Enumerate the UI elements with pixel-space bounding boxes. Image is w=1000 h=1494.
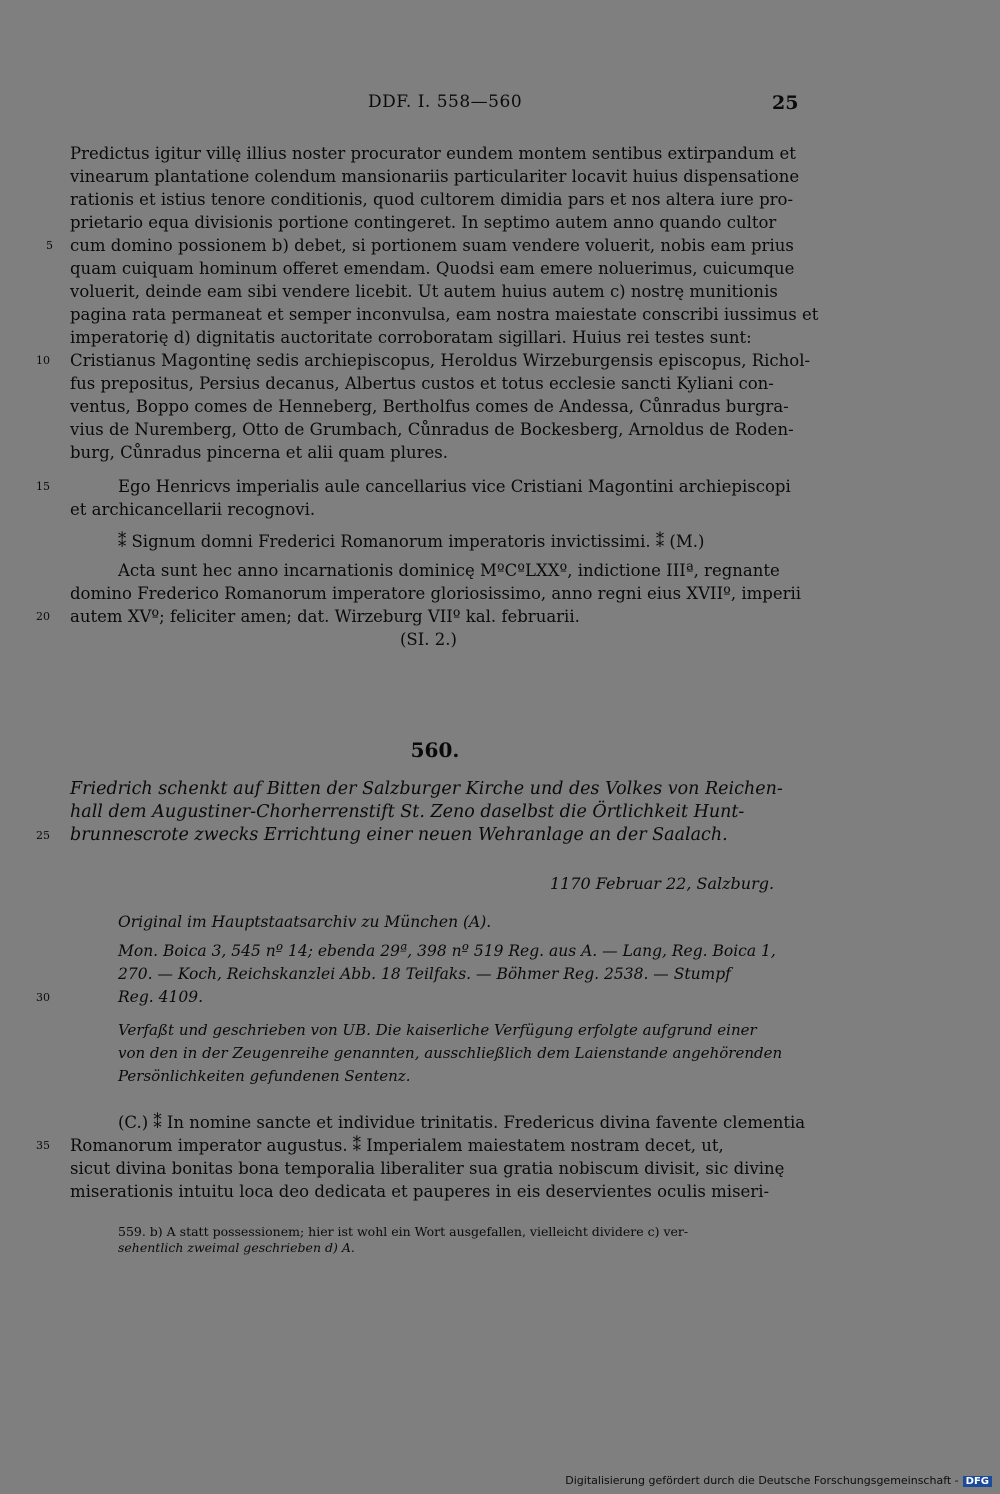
text-line: Predictus igitur villę illius noster procurator eundem montem sentibus extirpandum et xyxy=(70,144,796,163)
seal-note: (SI. 2.) xyxy=(400,630,457,649)
text-line: (C.) ⁑ In nomine sancte et individue trinitatis. Fredericus divina favente clementia xyxy=(118,1113,806,1132)
recognition-line: Ego Henricvs imperialis aule cancellarius vice Cristiani Magontini archiepiscopi xyxy=(118,477,791,496)
footnote-line: 559. b) A statt possessionem; hier ist wohl ein Wort ausgefallen, vielleicht dividere c) ver- xyxy=(118,1224,689,1239)
regest-line: Friedrich schenkt auf Bitten der Salzburger Kirche und des Volkes von Reichen- xyxy=(70,779,783,799)
text-line: ventus, Boppo comes de Henneberg, Bertholfus comes de Andessa, Cůnradus burgra- xyxy=(70,397,789,416)
line-number: 10 xyxy=(36,354,50,367)
literature-line: Mon. Boica 3, 545 nº 14; ebenda 29ª, 398 nº 519 Reg. aus A. — Lang, Reg. Boica 1, xyxy=(118,942,776,960)
line-number: 20 xyxy=(36,610,50,623)
dating-line: Acta sunt hec anno incarnationis dominicę MºCºLXXº, indictione IIIª, regnante xyxy=(118,561,780,580)
signum-line: ⁑ Signum domni Frederici Romanorum imperatoris invictissimi. ⁑ (M.) xyxy=(118,532,705,551)
credit-text: Digitalisierung gefördert durch die Deutsche Forschungsgemeinschaft - xyxy=(565,1474,959,1487)
text-line: sicut divina bonitas bona temporalia liberaliter sua gratia nobiscum divisit, sic divinę xyxy=(70,1159,785,1178)
text-line: pagina rata permaneat et semper inconvulsa, eam nostra maiestate conscribi iussimus et xyxy=(70,305,819,324)
tradition-note: Original im Hauptstaatsarchiv zu München (A). xyxy=(118,913,492,931)
text-line: fus prepositus, Persius decanus, Albertus custos et totus ecclesie sancti Kyliani con- xyxy=(70,374,774,393)
line-number: 35 xyxy=(36,1139,50,1152)
line-number: 25 xyxy=(36,829,50,842)
text-line: vinearum plantatione colendum mansionariis particulariter locavit huius dispensatione xyxy=(70,167,800,186)
text-line: quam cuiquam hominum offeret emendam. Quodsi eam emere noluerimus, cuicumque xyxy=(70,259,795,278)
text-line: burg, Cůnradus pincerna et alii quam plures. xyxy=(70,443,449,462)
commentary-line: Persönlichkeiten gefundenen Sentenz. xyxy=(118,1067,411,1085)
text-line: rationis et istius tenore conditionis, quod cultorem dimidia pars et nos altera iure pro- xyxy=(70,190,794,209)
regest-line: hall dem Augustiner-Chorherrenstift St. Zeno daselbst die Örtlichkeit Hunt- xyxy=(70,802,745,822)
text-line: prietario equa divisionis portione contingeret. In septimo autem anno quando cultor xyxy=(70,213,777,232)
text-line: cum domino possionem b) debet, si portionem suam vendere voluerit, nobis eam prius xyxy=(70,236,794,255)
date-place: 1170 Februar 22, Salzburg. xyxy=(550,874,775,893)
line-number: 15 xyxy=(36,480,50,493)
text-line: Cristianus Magontinę sedis archiepiscopus, Heroldus Wirzeburgensis episcopus, Richol- xyxy=(70,351,811,370)
text-line: imperatorię d) dignitatis auctoritate corroboratam sigillari. Huius rei testes sunt: xyxy=(70,328,752,347)
dating-line: domino Frederico Romanorum imperatore gloriosissimo, anno regni eius XVIIº, imperii xyxy=(70,584,802,603)
commentary-line: von den in der Zeugenreihe genannten, ausschließlich dem Laienstande angehörenden xyxy=(118,1044,783,1062)
footnote-line: sehentlich zweimal geschrieben d) A. xyxy=(118,1240,355,1255)
funding-credit xyxy=(565,1474,992,1487)
running-header: DDF. I. 558—560 xyxy=(368,92,523,112)
commentary-line: Verfaßt und geschrieben von UB. Die kaiserliche Verfügung erfolgte aufgrund einer xyxy=(118,1021,757,1039)
literature-line: Reg. 4109. xyxy=(118,988,203,1006)
text-line: voluerit, deinde eam sibi vendere licebit. Ut autem huius autem c) nostrę munitionis xyxy=(70,282,778,301)
text-line: Romanorum imperator augustus. ⁑ Imperialem maiestatem nostram decet, ut, xyxy=(70,1136,724,1155)
regest-line: brunnescrote zwecks Errichtung einer neuen Wehranlage an der Saalach. xyxy=(70,825,728,845)
dfg-logo: DFG xyxy=(963,1476,992,1487)
text-line: miserationis intuitu loca deo dedicata et pauperes in eis deservientes oculis miseri- xyxy=(70,1182,770,1201)
document-number: 560. xyxy=(410,738,460,762)
literature-line: 270. — Koch, Reichskanzlei Abb. 18 Teilfaks. — Böhmer Reg. 2538. — Stumpf xyxy=(118,965,731,983)
recognition-line: et archicancellarii recognovi. xyxy=(70,500,316,519)
line-number: 30 xyxy=(36,991,50,1004)
line-number: 5 xyxy=(46,239,53,252)
dating-line: autem XVº; feliciter amen; dat. Wirzeburg VIIº kal. februarii. xyxy=(70,607,580,626)
text-line: vius de Nuremberg, Otto de Grumbach, Cůnradus de Bockesberg, Arnoldus de Roden- xyxy=(70,420,794,439)
page-number: 25 xyxy=(772,92,799,114)
